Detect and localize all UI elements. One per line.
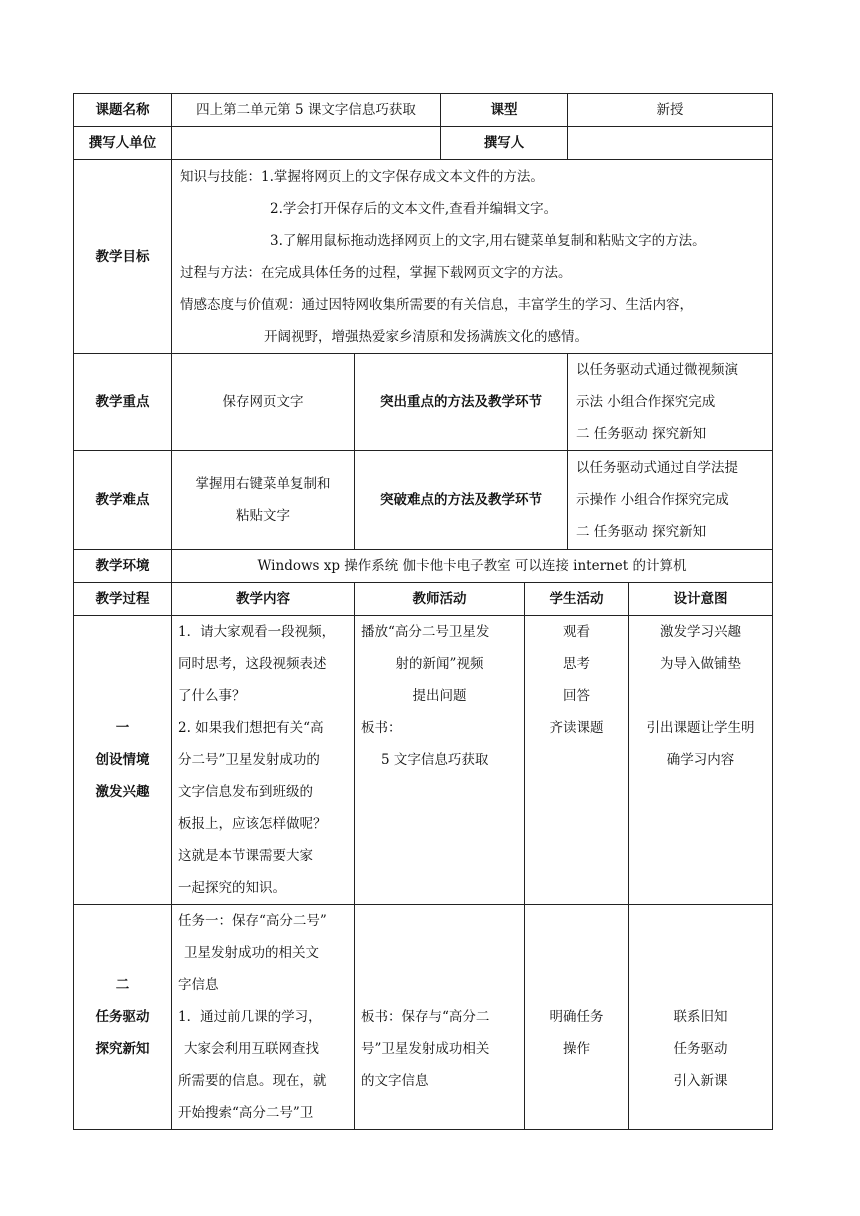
intent-line: 引出课题让学生明 [646,720,755,736]
difficulty-content [172,451,355,550]
label-key-point: 教学重点 [74,354,172,451]
stage-title-line: 一 [115,720,130,736]
label-environment: 教学环境 [74,550,172,583]
content-line: 一起探究的知识。 [178,880,286,896]
stage2-intent [629,905,773,1130]
student-line: 操作 [563,1041,591,1057]
intent-line [635,680,766,712]
student-line: 明确任务 [549,1009,604,1025]
stage-title-line: 任务驱动 [95,1009,150,1025]
teacher-line: 板书： [361,720,402,736]
stage-title-line: 激发兴趣 [95,784,150,800]
teacher-line: 板书：保存与“高分二 [361,1009,490,1025]
method-line: 以任务驱动式通过微视频演 [576,362,739,378]
environment-content: Windows xp 操作系统 伽卡他卡电子教室 可以连接 internet 的计算机 [172,550,773,583]
intent-line: 为导入做铺垫 [660,656,742,672]
content-line: 卫星发射成功的相关文 [184,945,319,961]
header-content: 教学内容 [172,583,355,616]
topic-value: 四上第二单元第 5 课文字信息巧获取 [172,94,441,127]
content-line: 板报上，应该怎样做呢？ [178,816,327,832]
intent-line: 联系旧知 [673,1009,728,1025]
stage1-student [525,616,629,905]
objective-line: 2.学会打开保存后的文本文件,查看并编辑文字。 [270,200,558,217]
teacher-line: 号”卫星发射成功相关 [361,1041,490,1057]
student-line: 观看 [563,624,591,640]
intent-line: 任务驱动 [673,1041,728,1057]
teacher-line: 的文字信息 [361,1073,429,1089]
objective-line: 过程与方法：在完成具体任务的过程，掌握下载网页文字的方法。 [180,264,572,281]
lesson-plan-table [73,93,773,1130]
intent-line: 引入新课 [673,1073,728,1089]
objective-line: 知识与技能：1.掌握将网页上的文字保存成文本文件的方法。 [180,168,544,185]
author-value [568,127,773,160]
method-line: 示操作 小组合作探究完成 [576,492,729,508]
unit-value [172,127,441,160]
teacher-line: 射的新闻”视频 [395,656,484,672]
stage1-content [172,616,355,905]
stage2-teacher [355,905,525,1130]
key-point-content: 保存网页文字 [172,354,355,451]
stage-title-line: 探究新知 [95,1041,150,1057]
content-line: 1．通过前几课的学习， [178,1009,322,1025]
teacher-line: 播放“高分二号卫星发 [361,624,490,640]
content-line: 字信息 [178,977,219,993]
stage1-teacher [355,616,525,905]
header-teacher: 教师活动 [355,583,525,616]
content-line: 大家会利用互联网查找 [184,1041,319,1057]
lesson-plan [73,93,772,1130]
difficulty-line: 掌握用右键菜单复制和 [195,476,331,492]
header-process: 教学过程 [74,583,172,616]
objectives-content [172,160,773,354]
objective-line: 情感态度与价值观：通过因特网收集所需要的有关信息，丰富学生的学习、生活内容， [180,296,693,313]
stage1-title [74,616,172,905]
label-topic: 课题名称 [74,94,172,127]
content-line: 文字信息发布到班级的 [178,784,313,800]
content-line: 了什么事？ [178,688,246,704]
key-point-method [568,354,773,451]
student-line: 回答 [563,688,591,704]
content-line: 1．请大家观看一段视频， [178,624,336,640]
objective-line: 3.了解用鼠标拖动选择网页上的文字,用右键菜单复制和粘贴文字的方法。 [270,232,706,249]
intent-line: 激发学习兴趣 [660,624,742,640]
method-line: 示法 小组合作探究完成 [576,394,716,410]
content-line: 分二号”卫星发射成功的 [178,752,320,768]
label-author: 撰写人 [441,127,568,160]
label-difficulty: 教学难点 [74,451,172,550]
content-line: 同时思考，这段视频表述 [178,656,327,672]
stage2-title [74,905,172,1130]
stage2-student [525,905,629,1130]
teacher-line: 5 文字信息巧获取 [381,752,489,768]
content-line: 开始搜索“高分二号”卫 [178,1105,314,1121]
method-line: 以任务驱动式通过自学法提 [576,460,739,476]
difficulty-line: 粘贴文字 [236,508,290,524]
label-unit: 撰写人单位 [74,127,172,160]
student-line: 齐读课题 [549,720,604,736]
stage-title-line: 创设情境 [95,752,150,768]
label-objectives: 教学目标 [74,160,172,354]
intent-line: 确学习内容 [666,752,735,768]
stage1-intent [629,616,773,905]
stage2-content [172,905,355,1130]
difficulty-method [568,451,773,550]
content-line: 2. 如果我们想把有关“高 [178,720,324,736]
method-line: 二 任务驱动 探究新知 [576,426,707,442]
label-type: 课型 [441,94,568,127]
content-line: 任务一：保存“高分二号” [178,913,327,929]
header-student: 学生活动 [525,583,629,616]
key-point-method-label: 突出重点的方法及教学环节 [355,354,568,451]
content-line: 所需要的信息。现在，就 [178,1073,327,1089]
method-line: 二 任务驱动 探究新知 [576,524,707,540]
difficulty-method-label: 突破难点的方法及教学环节 [355,451,568,550]
content-line: 这就是本节课需要大家 [178,848,313,864]
type-value: 新授 [568,94,773,127]
objective-line: 开阔视野，增强热爱家乡清原和发扬满族文化的感情。 [264,328,588,345]
header-intent: 设计意图 [629,583,773,616]
student-line: 思考 [563,656,591,672]
stage-title-line: 二 [115,977,130,993]
teacher-line: 提出问题 [412,688,467,704]
